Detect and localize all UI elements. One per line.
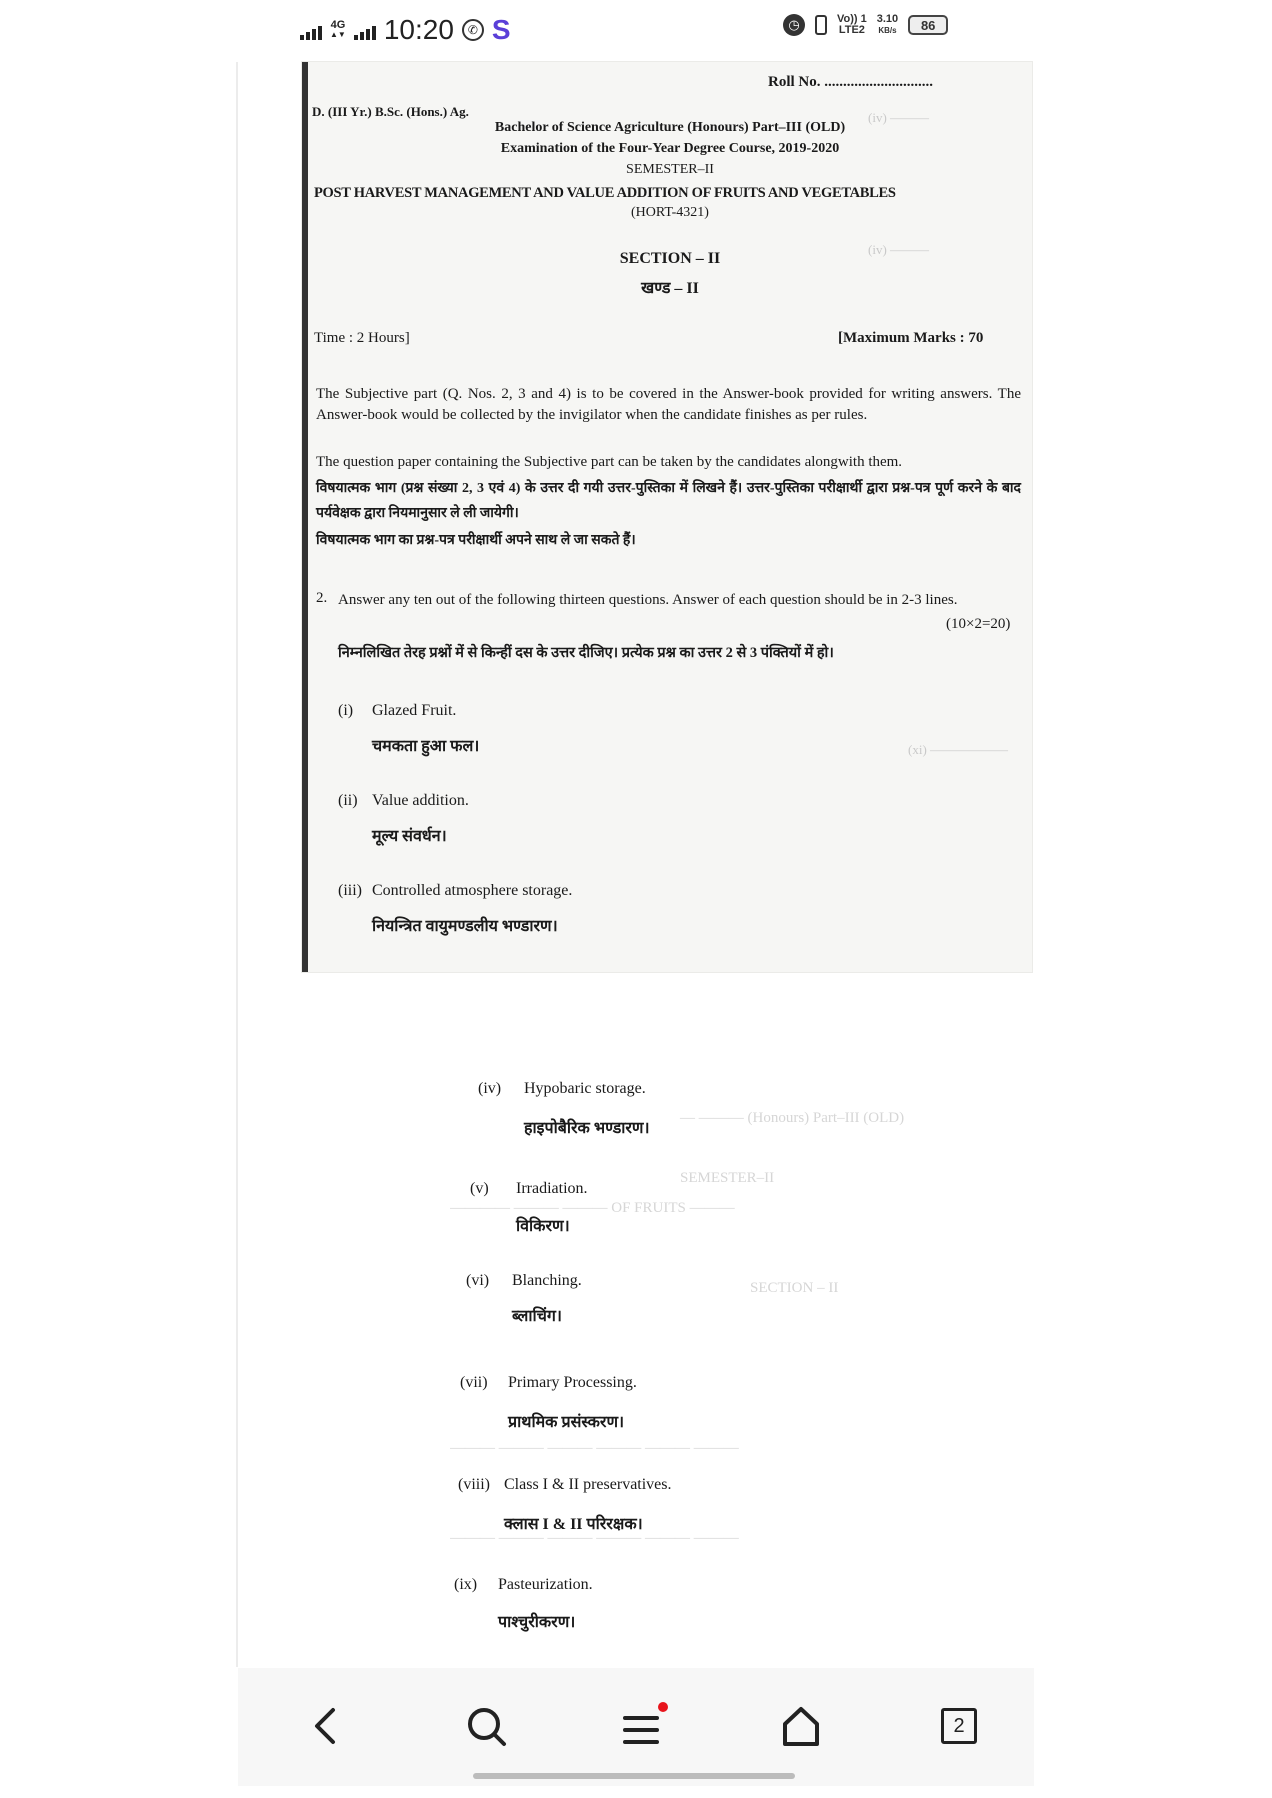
- vibrate-icon: [815, 15, 827, 35]
- degree-title: Bachelor of Science Agriculture (Honours) Part–III (OLD): [494, 120, 846, 135]
- question-2-marks: (10×2=20): [946, 616, 1011, 632]
- bleed-through: (xi) ——————: [908, 742, 1009, 757]
- signal-icon: [300, 20, 322, 40]
- time-allowed: Time : 2 Hours]: [314, 330, 410, 346]
- document-page-1[interactable]: [302, 62, 1032, 972]
- status-bar: [0, 0, 1272, 62]
- bottom-navigation-bar: [238, 1668, 1034, 1786]
- question-item-hindi: चमकता हुआ फल।: [372, 738, 480, 755]
- max-marks: [Maximum Marks : 70: [838, 330, 984, 346]
- subject-title: POST HARVEST MANAGEMENT AND VALUE ADDITION OF FRUITS AND VEGETABLES: [314, 185, 896, 201]
- question-item: (ii) Value addition.: [338, 792, 469, 809]
- question-item: (v) Irradiation.: [470, 1180, 588, 1197]
- alarm-icon: ◷: [783, 14, 805, 36]
- semester: SEMESTER–II: [626, 162, 714, 177]
- question-item: (ix) Pasteurization.: [454, 1576, 593, 1593]
- section-title-hindi: खण्ड – II: [641, 280, 699, 297]
- viewer-divider: [236, 62, 238, 1667]
- roll-no: Roll No. .............................: [768, 74, 933, 90]
- bleed-through: SEMESTER–II: [680, 1170, 775, 1186]
- question-item-hindi: विकिरण।: [516, 1218, 570, 1235]
- menu-icon: [619, 1702, 669, 1750]
- question-2-number: 2.: [316, 590, 328, 606]
- question-item-hindi: प्राथमिक प्रसंस्करण।: [508, 1414, 625, 1431]
- exam-title: Examination of the Four-Year Degree Course, 2019-2020: [500, 141, 840, 156]
- bleed-through: (iv) ———: [868, 110, 930, 125]
- network-speed: 3.10 KB/s: [876, 13, 899, 35]
- instructions-english-1: The Subjective part (Q. Nos. 2, 3 and 4) is to be covered in the Answer-book provided for writing answers. The Answer-book would be collected by the invigilator when the candidate finishes as per rules.: [316, 386, 1021, 423]
- app-notification-icon: S: [491, 14, 511, 45]
- notification-dot-icon: [658, 1702, 668, 1712]
- question-item: (vi) Blanching.: [466, 1272, 582, 1289]
- bleed-through: ——— ——— ——— ——— ——— ———: [450, 1530, 739, 1546]
- bleed-through: — ——— (Honours) Part–III (OLD): [680, 1110, 905, 1126]
- instructions-hindi-1: विषयात्मक भाग (प्रश्न संख्या 2, 3 एवं 4) के उत्तर दी गयी उत्तर-पुस्तिका में लिखने हैं। उत्तर-पुस्तिका परीक्षार्थी द्वारा प्रश्न-पत्र पूर्ण करने के बाद पर्यवेक्षक द्वारा नियमानुसार ले ली जायेगी।: [316, 481, 1021, 521]
- question-2-hindi: निम्नलिखित तेरह प्रश्नों में से किन्हीं दस के उत्तर दीजिए। प्रत्येक प्रश्न का उत्तर 2 से 3 पंक्तियों में हो।: [338, 645, 834, 661]
- question-item: (iv) Hypobaric storage.: [478, 1080, 646, 1097]
- search-icon: [464, 1704, 508, 1748]
- menu-button[interactable]: [616, 1698, 672, 1754]
- chevron-left-icon: [309, 1706, 343, 1746]
- instructions-hindi-2: विषयात्मक भाग का प्रश्न-पत्र परीक्षार्थी अपने साथ ले जा सकते हैं।: [316, 533, 636, 548]
- bleed-through: (iv) ———: [868, 242, 930, 257]
- question-item: (vii) Primary Processing.: [460, 1374, 637, 1391]
- back-button[interactable]: [298, 1698, 354, 1754]
- question-item-hindi: ब्लाचिंग।: [512, 1308, 562, 1325]
- question-2-text: Answer any ten out of the following thirteen questions. Answer of each question should be in 2-3 lines.: [338, 592, 958, 608]
- tab-count-icon: 2: [941, 1708, 977, 1744]
- question-item-hindi: पाश्चुरीकरण।: [498, 1614, 576, 1631]
- document-page-2[interactable]: [450, 1040, 920, 1640]
- question-item-hindi: क्लास I & II परिरक्षक।: [504, 1516, 643, 1533]
- instructions-english-2: The question paper containing the Subjective part can be taken by the candidates alongwith them.: [316, 454, 903, 470]
- section-title: SECTION – II: [619, 250, 721, 267]
- tabs-button[interactable]: [931, 1698, 987, 1754]
- search-button[interactable]: [458, 1698, 514, 1754]
- question-item: (viii) Class I & II preservatives.: [458, 1476, 672, 1493]
- question-item-hindi: नियन्त्रित वायुमण्डलीय भण्डारण।: [372, 918, 558, 935]
- whatsapp-icon: ✆: [462, 19, 484, 41]
- battery-icon: 86: [908, 15, 948, 35]
- paper-code: D. (III Yr.) B.Sc. (Hons.) Ag.: [312, 104, 469, 119]
- clock: 10:20: [383, 14, 454, 45]
- question-item-hindi: हाइपोबैरिक भण्डारण।: [524, 1120, 650, 1137]
- question-item: (iii) Controlled atmosphere storage.: [338, 882, 573, 899]
- bleed-through: ———— ——— ——— OF FRUITS ———: [450, 1200, 735, 1216]
- status-left: [300, 12, 511, 48]
- question-item: (i) Glazed Fruit.: [338, 702, 457, 719]
- status-right: [783, 14, 948, 36]
- home-button[interactable]: [773, 1698, 829, 1754]
- volte-indicator: Vo)) 1 LTE2: [837, 13, 867, 36]
- course-code: (HORT-4321): [631, 205, 709, 220]
- network-type: 4G ▲▼: [330, 19, 346, 39]
- signal-icon-2: [354, 20, 376, 40]
- question-item-hindi: मूल्य संवर्धन।: [372, 828, 447, 845]
- gesture-home-indicator[interactable]: [473, 1773, 795, 1779]
- bleed-through: SECTION – II: [750, 1280, 839, 1296]
- bleed-through: ——— ——— ——— ——— ——— ———: [450, 1440, 739, 1456]
- home-icon: [779, 1704, 823, 1748]
